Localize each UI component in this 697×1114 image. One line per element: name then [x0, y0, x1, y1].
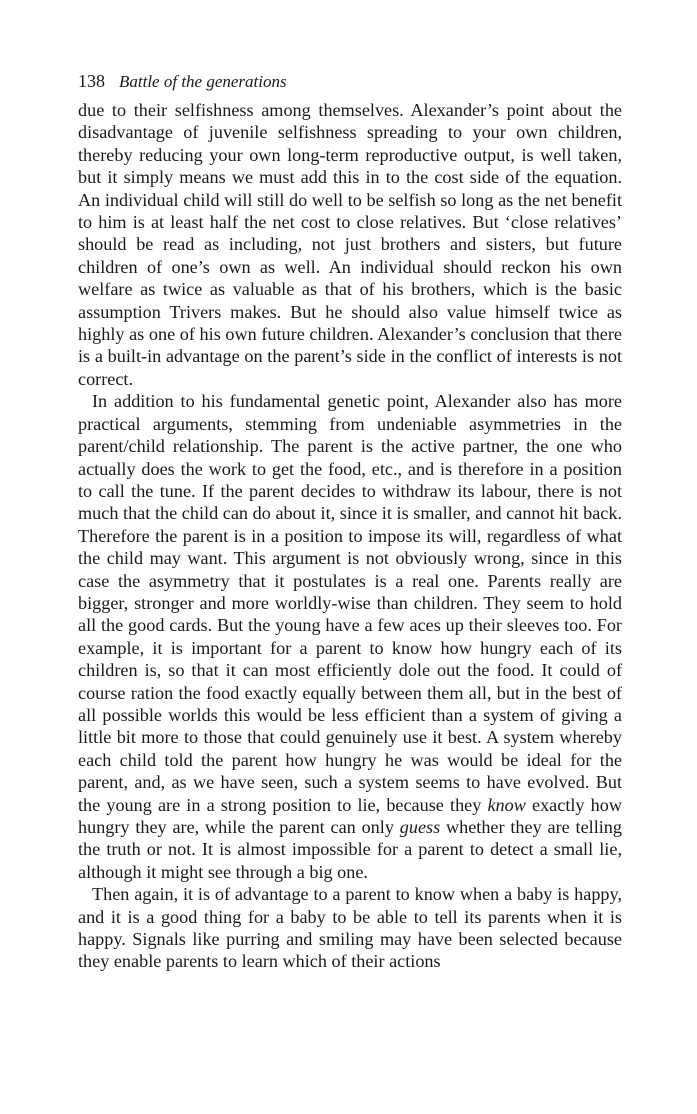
paragraph-text: exactly how hungry they are, while the parent can only: [78, 794, 622, 837]
page-number: 138: [78, 71, 105, 91]
running-title: Battle of the generations: [119, 72, 287, 91]
paragraph-2: [78, 390, 622, 883]
paragraph-3: [78, 883, 622, 973]
paragraph-text: whether they are telling the truth or not. It is almost impossible for a parent to detect a small lie, although it might see through a big one.: [78, 817, 622, 882]
paragraph-text: due to their selfishness among themselves. Alexander’s point about the disadvantage of juvenile selfishness spreading to your own children, thereby reducing your own long-term reproductive output, is well taken, but it simply means we must add this in to the cost side of the equation. An individual child will still do well to be selfish so long as the net benefit to him is at least half the net cost to close relatives. But ‘close relatives’ should be read as including, not just brothers and sisters, but future children of one’s own as well. An individual should reckon his own welfare as twice as valuable as that of his brothers, which is the basic assumption Trivers makes. But he should also value himself twice as highly as one of his own future children. Alexander’s conclusion that there is a built-in advantage on the parent’s side in the conflict of interests is not correct.: [78, 100, 622, 389]
paragraph-1: [78, 99, 622, 390]
paragraph-text: Then again, it is of advantage to a parent to know when a baby is happy, and it is a good thing for a baby to be able to tell its parents when it is happy. Signals like purring and smiling may have been selected because they enable parents to learn which of their actions: [78, 884, 622, 972]
running-head: [78, 70, 622, 93]
paragraph-text: In addition to his fundamental genetic point, Alexander also has more practical arguments, stemming from undeniable asymmetries in the parent/child relationship. The parent is the active partner, the one who actually does the work to get the food, etc., and is therefore in a position to call the tune. If the parent decides to withdraw its labour, there is not much that the child can do about it, since it is smaller, and cannot hit back. Therefore the parent is in a position to impose its will, regardless of what the child may want. This argument is not obviously wrong, since in this case the asymmetry that it postulates is a real one. Parents really are bigger, stronger and more worldly-wise than children. They seem to hold all the good cards. But the young have a few aces up their sleeves too. For example, it is important for a parent to know how hungry each of its children is, so that it can most efficiently dole out the food. It could of course ration the food exactly equally between them all, but in the best of all possible worlds this would be less efficient than a system of giving a little bit more to those that could genuinely use it best. A system whereby each child told the parent how hungry he was would be ideal for the parent, and, as we have seen, such a system seems to have evolved. But the young are in a strong position to lie, because they: [78, 391, 622, 815]
emphasis-know: know: [487, 794, 526, 815]
emphasis-guess: guess: [399, 817, 441, 837]
book-page: [78, 70, 622, 973]
